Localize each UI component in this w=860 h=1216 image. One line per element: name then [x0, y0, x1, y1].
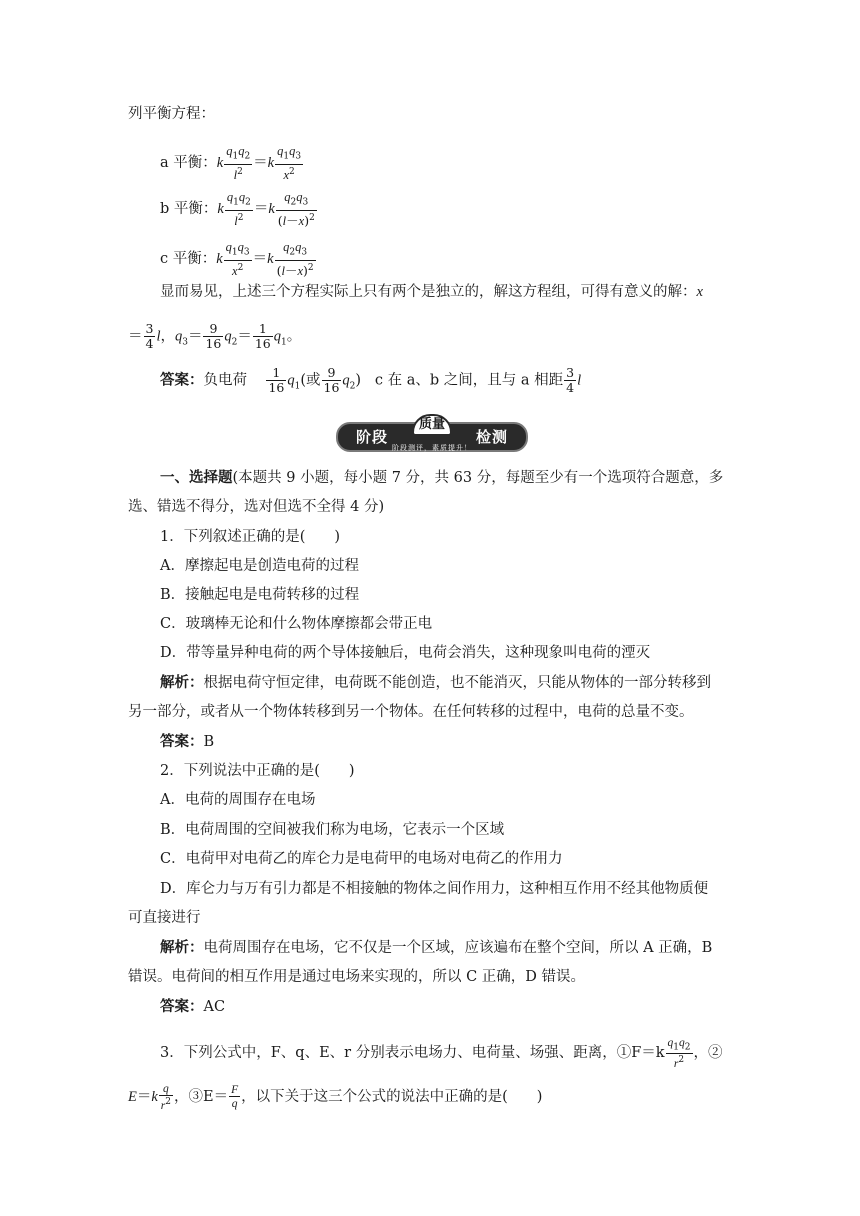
- answer-label: 答案：: [160, 371, 204, 389]
- banner-right-text: 检测: [475, 428, 508, 446]
- section-desc-2: 选、错选不得分，选对但选不全得 4 分): [128, 499, 385, 515]
- section-title-line: [160, 468, 723, 488]
- answer-text: 负电荷: [203, 372, 247, 389]
- q2-option-b: B．电荷周围的空间被我们称为电场，它表示一个区域: [160, 822, 505, 838]
- fraction: $\frac{9}{16}$: [323, 365, 340, 395]
- period: 。: [286, 328, 302, 345]
- intro-text: 列平衡方程：: [128, 106, 215, 122]
- fraction: $\frac{q_2q_3}{(l-x)^2}$: [276, 240, 314, 278]
- q3-stem-2: E＝k $\frac{q}{r^2}$ ，③E＝ $\frac{F}{q}$ ，以下关于这三个公式的说法中正确的是( ): [128, 1083, 543, 1112]
- answer-position: c 在 a、b 之间，且与 a 相距: [374, 372, 564, 389]
- banner-subtitle: 阶段测评，素质提升！: [392, 444, 472, 452]
- q3-formula-3-label: ，③E＝: [174, 1088, 229, 1105]
- fraction: $\frac{q}{r^2}$: [160, 1083, 172, 1112]
- analysis-text: 根据电荷守恒定律，电荷既不能创造，也不能消灭，只能从物体的一部分转移到: [203, 675, 711, 691]
- q2-analysis-1: [160, 938, 712, 958]
- q3-stem-end-2: ，以下关于这三个公式的说法中正确的是( ): [241, 1088, 543, 1105]
- answer-value: B: [203, 734, 215, 750]
- q2-stem: 2．下列说法中正确的是( ): [160, 763, 355, 779]
- fraction: $\frac{1}{16}$: [254, 321, 271, 351]
- q2-option-d: D．库仑力与万有引力都是不相接触的物体之间作用力，这种相互作用不经其他物质便: [160, 881, 709, 897]
- equation-b-label: b 平衡：: [160, 200, 218, 217]
- answer-label: 答案：: [160, 998, 204, 1015]
- fraction: $\frac{q_1q_3}{x^2}$: [225, 240, 250, 278]
- analysis-label: 解析：: [160, 939, 204, 956]
- answer-value: AC: [203, 999, 226, 1015]
- variable-x: x: [696, 284, 703, 300]
- q2-answer: [160, 997, 225, 1017]
- q1-stem: 1．下列叙述正确的是( ): [160, 529, 341, 545]
- q2-option-d-cont: 可直接进行: [128, 910, 201, 926]
- section-title: 一、选择题: [160, 469, 233, 486]
- analysis-text: 电荷周围存在电场，它不仅是一个区域，应该遍布在整个空间，所以 A 正确，B: [203, 940, 713, 956]
- q2-option-a: A．电荷的周围存在电场: [160, 792, 316, 808]
- section-banner: [336, 416, 528, 456]
- equation-c: c 平衡：k $\frac{q_1q_3}{x^2}$ ＝k $\frac{q_2q_3}{(l-x)^2}$: [160, 240, 314, 278]
- q3-stem-text: 3．下列公式中，F、q、E、r 分别表示电场力、电荷量、场强、距离，①F＝k: [160, 1045, 665, 1062]
- banner-left-text: 阶段: [356, 428, 389, 446]
- fraction: $\frac{9}{16}$: [205, 321, 222, 351]
- equation-a: a 平衡：k $\frac{q_1q_2}{l^2}$ ＝k $\frac{q_1q_3}{x^2}$: [160, 144, 302, 182]
- analysis-label: 解析：: [160, 674, 204, 691]
- q1-analysis-2: 另一部分，或者从一个物体转移到另一个物体。在任何转移的过程中，电荷的总量不变。: [128, 704, 694, 720]
- conclusion-line-1: [160, 282, 703, 302]
- banner-top-text: 质量: [412, 414, 452, 436]
- conclusion-line-2: ＝ $\frac{3}{4}$ l，$q_3=$ $\frac{9}{16}$ $q_2=$ $\frac{1}{16}$ $q_1$。: [128, 321, 302, 351]
- q1-option-c: C．玻璃棒无论和什么物体摩擦都会带正电: [160, 616, 433, 632]
- q1-analysis-1: [160, 673, 711, 693]
- equation-a-label: a 平衡：: [160, 154, 217, 171]
- fraction: $\frac{q_2q_3}{(l-x)^2}$: [277, 190, 315, 228]
- conclusion-text: 显而易见，上述三个方程实际上只有两个是独立的，解这方程组，可得有意义的解：: [160, 284, 697, 300]
- fraction: $\frac{q_1q_2}{r^2}$: [667, 1037, 691, 1071]
- answer-label: 答案：: [160, 733, 204, 750]
- q2-option-c: C．电荷甲对电荷乙的库仑力是电荷甲的电场对电荷乙的作用力: [160, 851, 563, 867]
- fraction: $\frac{q_1q_2}{l^2}$: [226, 144, 251, 182]
- q1-answer: [160, 732, 214, 752]
- q3-stem-end: ，②: [693, 1045, 723, 1062]
- q1-option-a: A．摩擦起电是创造电荷的过程: [160, 558, 359, 574]
- equation-b: b 平衡：k $\frac{q_1q_2}{l^2}$ ＝k $\frac{q_2q_3}{(l-x)^2}$: [160, 190, 315, 228]
- fraction: $\frac{q_1q_2}{l^2}$: [226, 190, 251, 228]
- q1-option-b: B．接触起电是电荷转移的过程: [160, 587, 360, 603]
- fraction: $\frac{3}{4}$: [566, 365, 575, 395]
- q3-stem-1: [160, 1036, 723, 1070]
- q1-option-d: D．带等量异种电荷的两个导体接触后，电荷会消失，这种现象叫电荷的湮灭: [160, 645, 651, 661]
- q2-analysis-2: 错误。电荷间的相互作用是通过电场来实现的，所以 C 正确，D 错误。: [128, 969, 586, 985]
- answer-line: 答案：负电荷 $\frac{1}{16}$ $q_1$(或 $\frac{9}{16}$ $q_2$) c 在 a、b 之间，且与 a 相距 $\frac{3}{4}$ l: [160, 365, 582, 395]
- fraction: $\frac{1}{16}$: [268, 365, 285, 395]
- equation-c-label: c 平衡：: [160, 250, 217, 267]
- fraction: $\frac{q_1q_3}{x^2}$: [277, 144, 302, 182]
- fraction: $\frac{F}{q}$: [231, 1084, 239, 1111]
- fraction: $\frac{3}{4}$: [145, 321, 154, 351]
- section-desc: (本题共 9 小题，每小题 7 分，共 63 分，每题至少有一个选项符合题意，多: [232, 470, 724, 486]
